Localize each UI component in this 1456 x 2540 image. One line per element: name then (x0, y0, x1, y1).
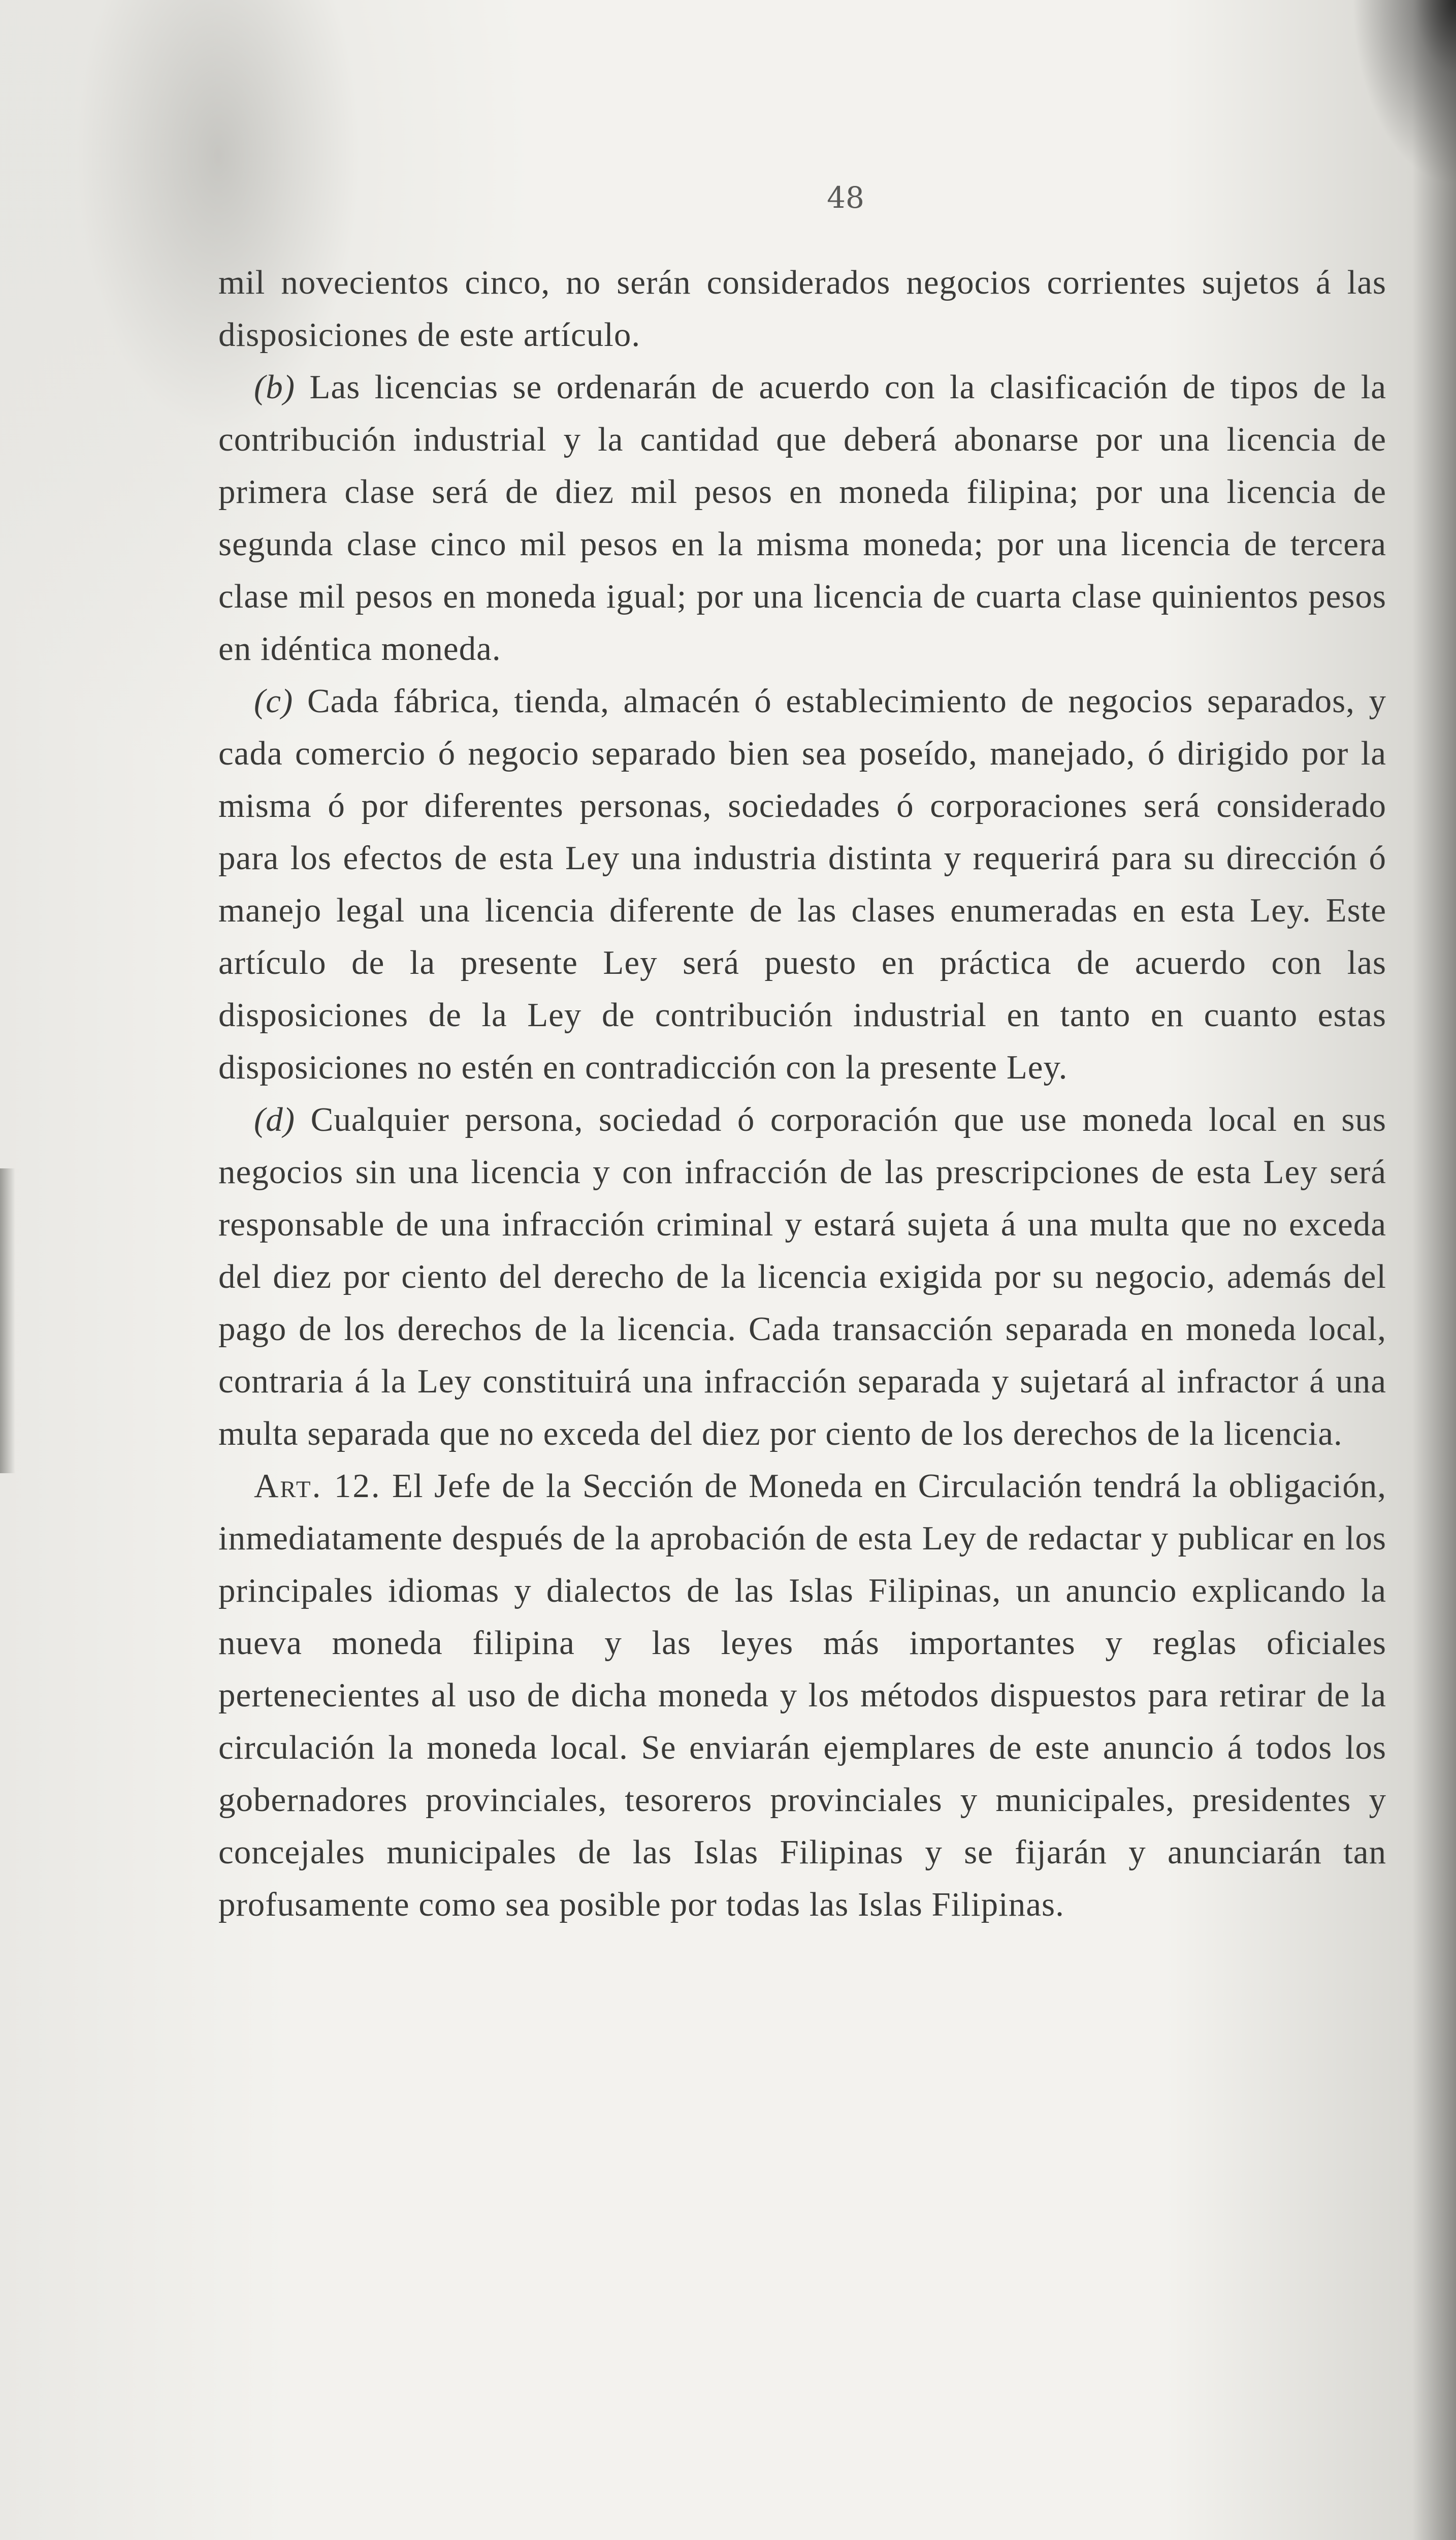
paragraph-label: (b) (254, 368, 296, 406)
page-edge-shadow (0, 1168, 15, 1473)
paragraph-text: mil novecientos cinco, no serán considerados negocios corrientes sujetos á las disposiciones de este artículo. (218, 264, 1386, 354)
paragraph-b (218, 361, 1386, 675)
paragraph-text: Cada fábrica, tienda, almacén ó establecimiento de negocios separados, y cada comercio ó negocio separado bien sea poseído, manejado, ó dirigido por la misma ó por diferentes personas, sociedades ó corporaciones será considerado para los efectos de esta Ley una industria distinta y requerirá para su dirección ó manejo legal una licencia diferente de las clases enumeradas en esta Ley. Este artículo de la presente Ley será puesto en práctica de acuerdo con las disposiciones de la Ley de contribución industrial en tanto en cuanto estas disposiciones no estén en contradicción con la presente Ley. (218, 682, 1387, 1086)
paragraph-text: Las licencias se ordenarán de acuerdo con la clasificación de tipos de la contribución industrial y la cantidad que deberá abonarse por una licencia de primera clase será de diez mil pesos en moneda filipina; por una licencia de segunda clase cinco mil pesos en la misma moneda; por una licencia de tercera clase mil pesos en moneda igual; por una licencia de cuarta clase quinientos pesos en idéntica moneda. (218, 368, 1387, 668)
body-text (218, 257, 1386, 1931)
paragraph-continuation (218, 257, 1386, 361)
article-label: Art. 12. (254, 1467, 381, 1505)
page-number: 48 (827, 180, 864, 215)
paragraph-c (218, 675, 1386, 1094)
paragraph-text: El Jefe de la Sección de Moneda en Circulación tendrá la obligación, inmediatamente después de la aprobación de esta Ley de redactar y publicar en los principales idiomas y dialectos de las Islas Filipinas, un anuncio explicando la nueva moneda filipina y las leyes más importantes y reglas oficiales pertenecientes al uso de dicha moneda y los métodos dispuestos para retirar de la circulación la moneda local. Se enviarán ejemplares de este anuncio á todos los gobernadores provinciales, tesoreros provinciales y municipales, presidentes y concejales municipales de las Islas Filipinas y se fijarán y anunciarán tan profusamente como sea posible por todas las Islas Filipinas. (218, 1467, 1386, 1923)
paragraph-text: Cualquier persona, sociedad ó corporación que use moneda local en sus negocios sin una licencia y con infracción de las prescripciones de esta Ley será responsable de una infracción criminal y estará sujeta á una multa que no exceda del diez por ciento del derecho de la licencia exigida por su negocio, además del pago de los derechos de la licencia. Cada transacción separada en moneda local, contraria á la Ley constituirá una infracción separada y sujetará al infractor á una multa separada que no exceda del diez por ciento de los derechos de la licencia. (218, 1101, 1386, 1452)
paragraph-label: (d) (254, 1101, 296, 1138)
paragraph-d (218, 1094, 1386, 1460)
paragraph-article-12 (218, 1460, 1386, 1931)
paragraph-label: (c) (254, 682, 294, 720)
